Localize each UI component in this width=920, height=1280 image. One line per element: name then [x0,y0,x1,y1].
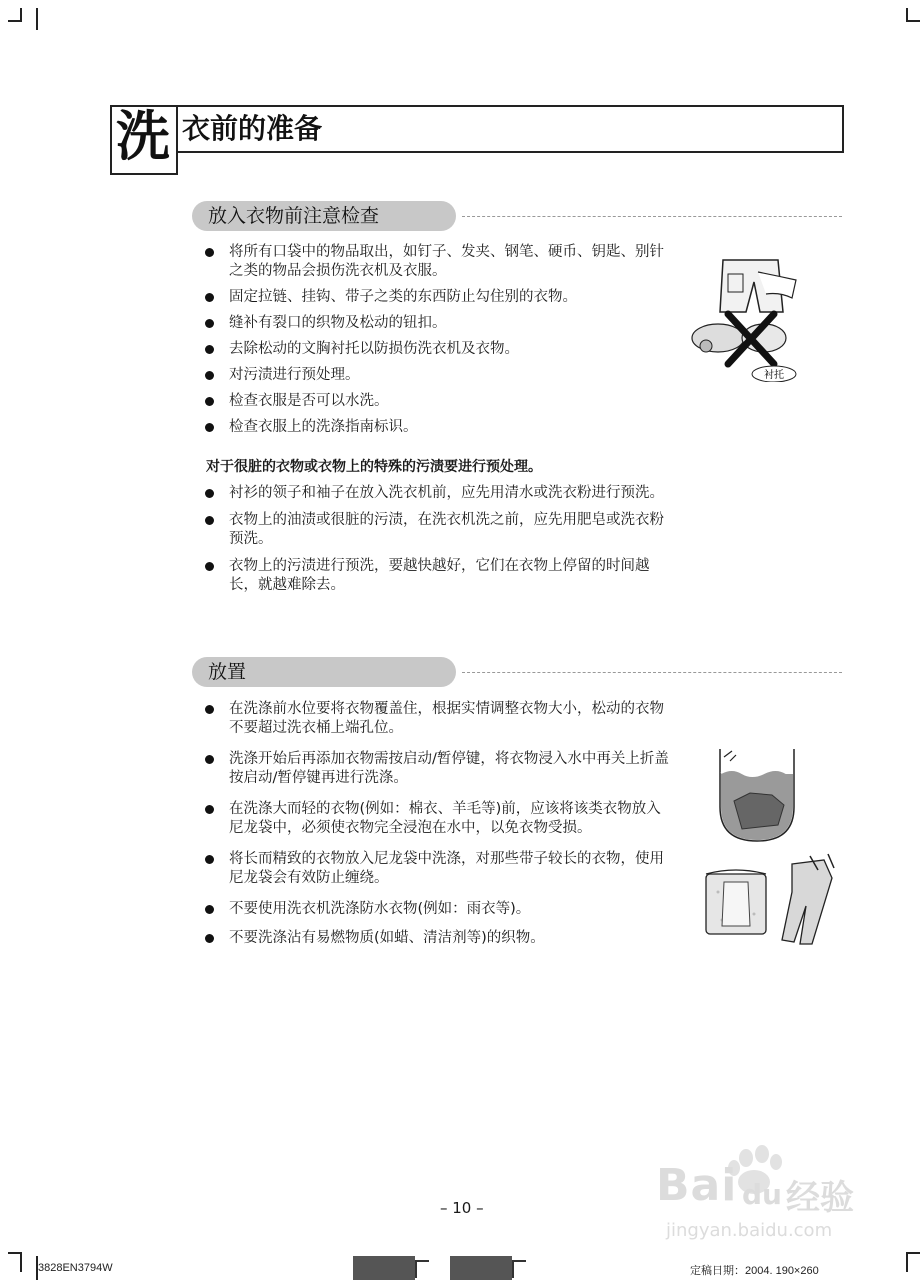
check-list [202,243,672,437]
crop-mark [20,1252,22,1272]
list-item: 衬衫的领子和袖子在放入洗衣机前，应先用清水或洗衣粉进行预洗。 [202,484,672,503]
crop-mark [906,8,908,22]
list-item: 洗涤开始后再添加衣物需按启动/暂停键，将衣物浸入水中再关上折盖按启动/暂停键再进行洗涤。 [202,750,672,788]
watermark-sub: 经验 [786,1178,854,1218]
placement-list [202,700,672,948]
crop-mark [36,8,38,30]
registration-mark [353,1256,415,1280]
list-item: 将长而精致的衣物放入尼龙袋中洗涤，对那些带子较长的衣物，使用尼龙袋会有效防止缠绕。 [202,850,672,888]
list-item: 检查衣服是否可以水洗。 [202,392,672,411]
nylon-bag-illustration [702,852,842,948]
page-number: – 10 – [440,1199,484,1217]
section-heading-placement: 放置 [192,657,456,687]
list-item: 衣物上的污渍进行预洗，要越快越好，它们在衣物上停留的时间越长，就越难除去。 [202,557,672,595]
list-item: 检查衣服上的洗涤指南标识。 [202,418,672,437]
page-title: 衣前的准备 [182,112,323,145]
list-item: 不要使用洗衣机洗涤防水衣物(例如：雨衣等)。 [202,900,672,919]
section-divider [462,216,842,217]
pretreat-note: 对于很脏的衣物或衣物上的特殊的污渍要进行预处理。 [206,459,542,475]
pretreat-list [202,484,672,595]
title-big-char: 洗 [116,105,170,168]
watermark-brand: Bai [656,1160,738,1211]
section-heading-check: 放入衣物前注意检查 [192,201,456,231]
list-item: 在洗涤大而轻的衣物(例如：棉衣、羊毛等)前，应该将该类衣物放入尼龙袋中，必须使衣物完全浸泡在水中，以免衣物受损。 [202,800,672,838]
section-divider [462,672,842,673]
list-item: 对污渍进行预处理。 [202,366,672,385]
wash-tub-illustration [712,745,802,845]
watermark [650,1140,870,1250]
list-item: 缝补有裂口的织物及松动的钮扣。 [202,314,672,333]
registration-mark [450,1256,512,1280]
watermark-brand-du: du [742,1178,782,1211]
crop-mark [906,1252,920,1254]
list-item: 固定拉链、挂钩、带子之类的东西防止勾住别的衣物。 [202,288,672,307]
finalized-date: 定稿日期：2004. 190×260 [690,1265,819,1277]
list-item: 将所有口袋中的物品取出，如钉子、发夹、钢笔、硬币、钥匙、别针之类的物品会损伤洗衣机及衣服。 [202,243,672,281]
crop-mark [906,20,920,22]
crop-mark [906,1252,908,1272]
document-code: 3828EN3794W [38,1262,113,1274]
pocket-and-bra-illustration [688,252,808,382]
watermark-url: jingyan.baidu.com [666,1220,833,1241]
list-item: 去除松动的文胸衬托以防损伤洗衣机及衣物。 [202,340,672,359]
crop-mark [20,8,22,22]
list-item: 在洗涤前水位要将衣物覆盖住，根据实情调整衣物大小，松动的衣物不要超过洗衣桶上端孔位。 [202,700,672,738]
list-item: 衣物上的油渍或很脏的污渍，在洗衣机洗之前，应先用肥皂或洗衣粉预洗。 [202,511,672,549]
list-item: 不要洗涤沾有易燃物质(如蜡、清洁剂等)的织物。 [202,929,672,948]
underwire-label: 衬托 [764,370,784,381]
